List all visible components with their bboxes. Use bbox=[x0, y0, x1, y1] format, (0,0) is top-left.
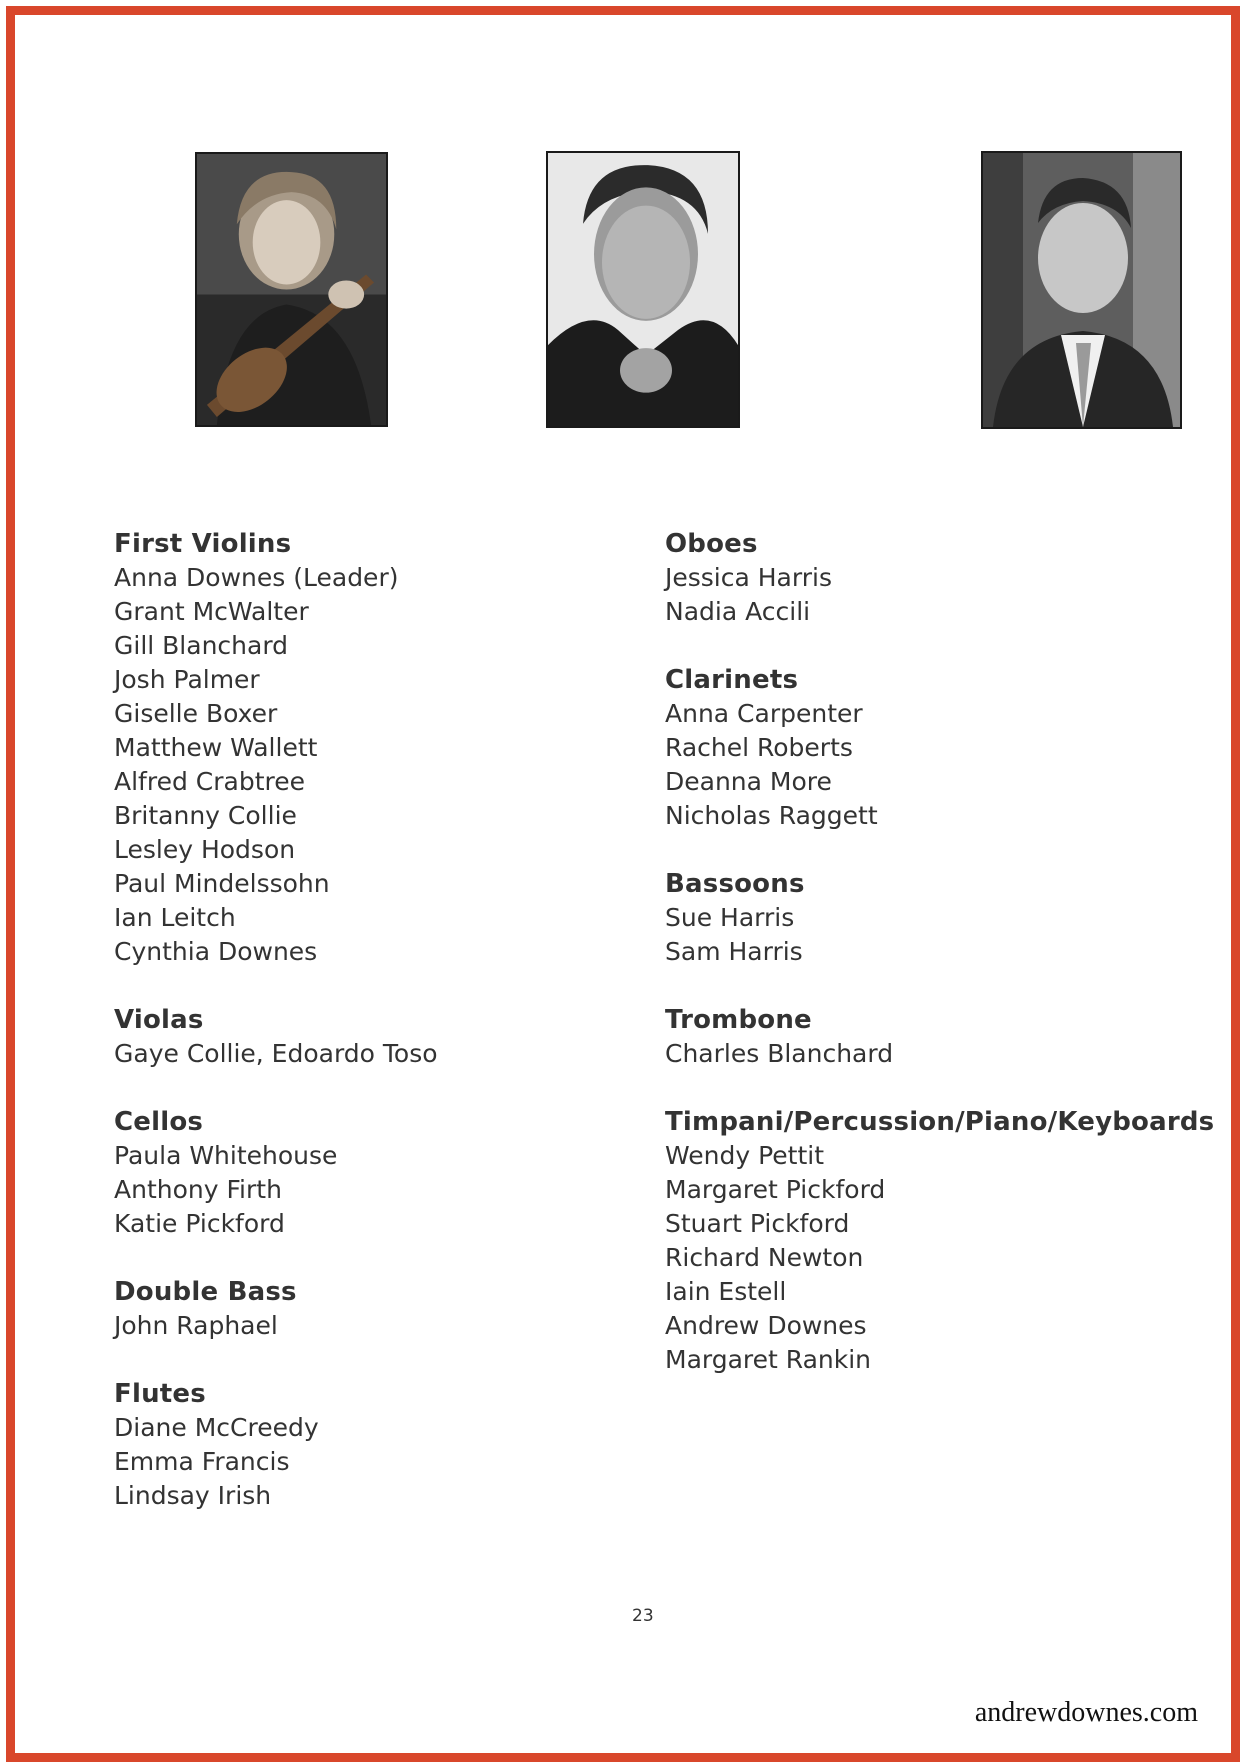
website-url: andrewdownes.com bbox=[974, 1697, 1198, 1728]
section-title: Flutes bbox=[114, 1379, 206, 1409]
section-bassoons bbox=[665, 867, 1214, 969]
section-cellos bbox=[114, 1105, 438, 1241]
section-title: Trombone bbox=[665, 1005, 812, 1035]
member-name: Sam Harris bbox=[665, 937, 803, 966]
section-timpani-percussion bbox=[665, 1105, 1214, 1377]
member-name: Rachel Roberts bbox=[665, 733, 853, 762]
member-name: Richard Newton bbox=[665, 1243, 864, 1272]
member-name: Nadia Accili bbox=[665, 597, 811, 626]
member-name: Nicholas Raggett bbox=[665, 801, 878, 830]
member-name: Anthony Firth bbox=[114, 1175, 282, 1204]
section-title: Oboes bbox=[665, 529, 758, 559]
member-name: Alfred Crabtree bbox=[114, 767, 305, 796]
member-name: Diane McCreedy bbox=[114, 1413, 319, 1442]
member-name: Josh Palmer bbox=[114, 665, 260, 694]
member-name: Sue Harris bbox=[665, 903, 795, 932]
member-name: Grant McWalter bbox=[114, 597, 309, 626]
member-name: John Raphael bbox=[114, 1311, 278, 1340]
member-name: Wendy Pettit bbox=[665, 1141, 825, 1170]
member-name: Matthew Wallett bbox=[114, 733, 318, 762]
conductor-photo bbox=[546, 151, 740, 428]
member-name: Andrew Downes bbox=[665, 1311, 867, 1340]
member-name: Ian Leitch bbox=[114, 903, 236, 932]
member-name: Margaret Pickford bbox=[665, 1175, 886, 1204]
member-name: Anna Carpenter bbox=[665, 699, 863, 728]
page-number: 23 bbox=[632, 1606, 654, 1626]
section-title: Clarinets bbox=[665, 665, 799, 695]
member-name: Lesley Hodson bbox=[114, 835, 296, 864]
section-title: Double Bass bbox=[114, 1277, 297, 1307]
left-column bbox=[114, 527, 438, 1547]
member-name: Deanna More bbox=[665, 767, 832, 796]
member-name: Charles Blanchard bbox=[665, 1039, 894, 1068]
member-name: Anna Downes (Leader) bbox=[114, 563, 399, 592]
section-first-violins bbox=[114, 527, 438, 969]
member-name: Stuart Pickford bbox=[665, 1209, 850, 1238]
section-double-bass bbox=[114, 1275, 438, 1343]
section-trombone bbox=[665, 1003, 1214, 1071]
section-title: Cellos bbox=[114, 1107, 204, 1137]
section-flutes bbox=[114, 1377, 438, 1513]
man-in-suit-photo bbox=[981, 151, 1182, 429]
section-title: Timpani/Percussion/Piano/Keyboards bbox=[665, 1107, 1215, 1137]
member-name: Katie Pickford bbox=[114, 1209, 285, 1238]
member-name: Iain Estell bbox=[665, 1277, 787, 1306]
member-name: Cynthia Downes bbox=[114, 937, 318, 966]
section-title: First Violins bbox=[114, 529, 292, 559]
member-name: Jessica Harris bbox=[665, 563, 832, 592]
member-name: Paul Mindelssohn bbox=[114, 869, 330, 898]
member-name: Lindsay Irish bbox=[114, 1481, 272, 1510]
member-name: Britanny Collie bbox=[114, 801, 297, 830]
section-oboes bbox=[665, 527, 1214, 629]
section-clarinets bbox=[665, 663, 1214, 833]
member-name: Giselle Boxer bbox=[114, 699, 278, 728]
member-name: Gill Blanchard bbox=[114, 631, 289, 660]
member-name: Paula Whitehouse bbox=[114, 1141, 338, 1170]
member-name: Emma Francis bbox=[114, 1447, 290, 1476]
member-name: Gaye Collie, Edoardo Toso bbox=[114, 1039, 438, 1068]
section-title: Bassoons bbox=[665, 869, 805, 899]
right-column bbox=[665, 527, 1214, 1411]
violinist-photo bbox=[195, 152, 388, 427]
section-title: Violas bbox=[114, 1005, 204, 1035]
member-name: Margaret Rankin bbox=[665, 1345, 872, 1374]
section-violas bbox=[114, 1003, 438, 1071]
